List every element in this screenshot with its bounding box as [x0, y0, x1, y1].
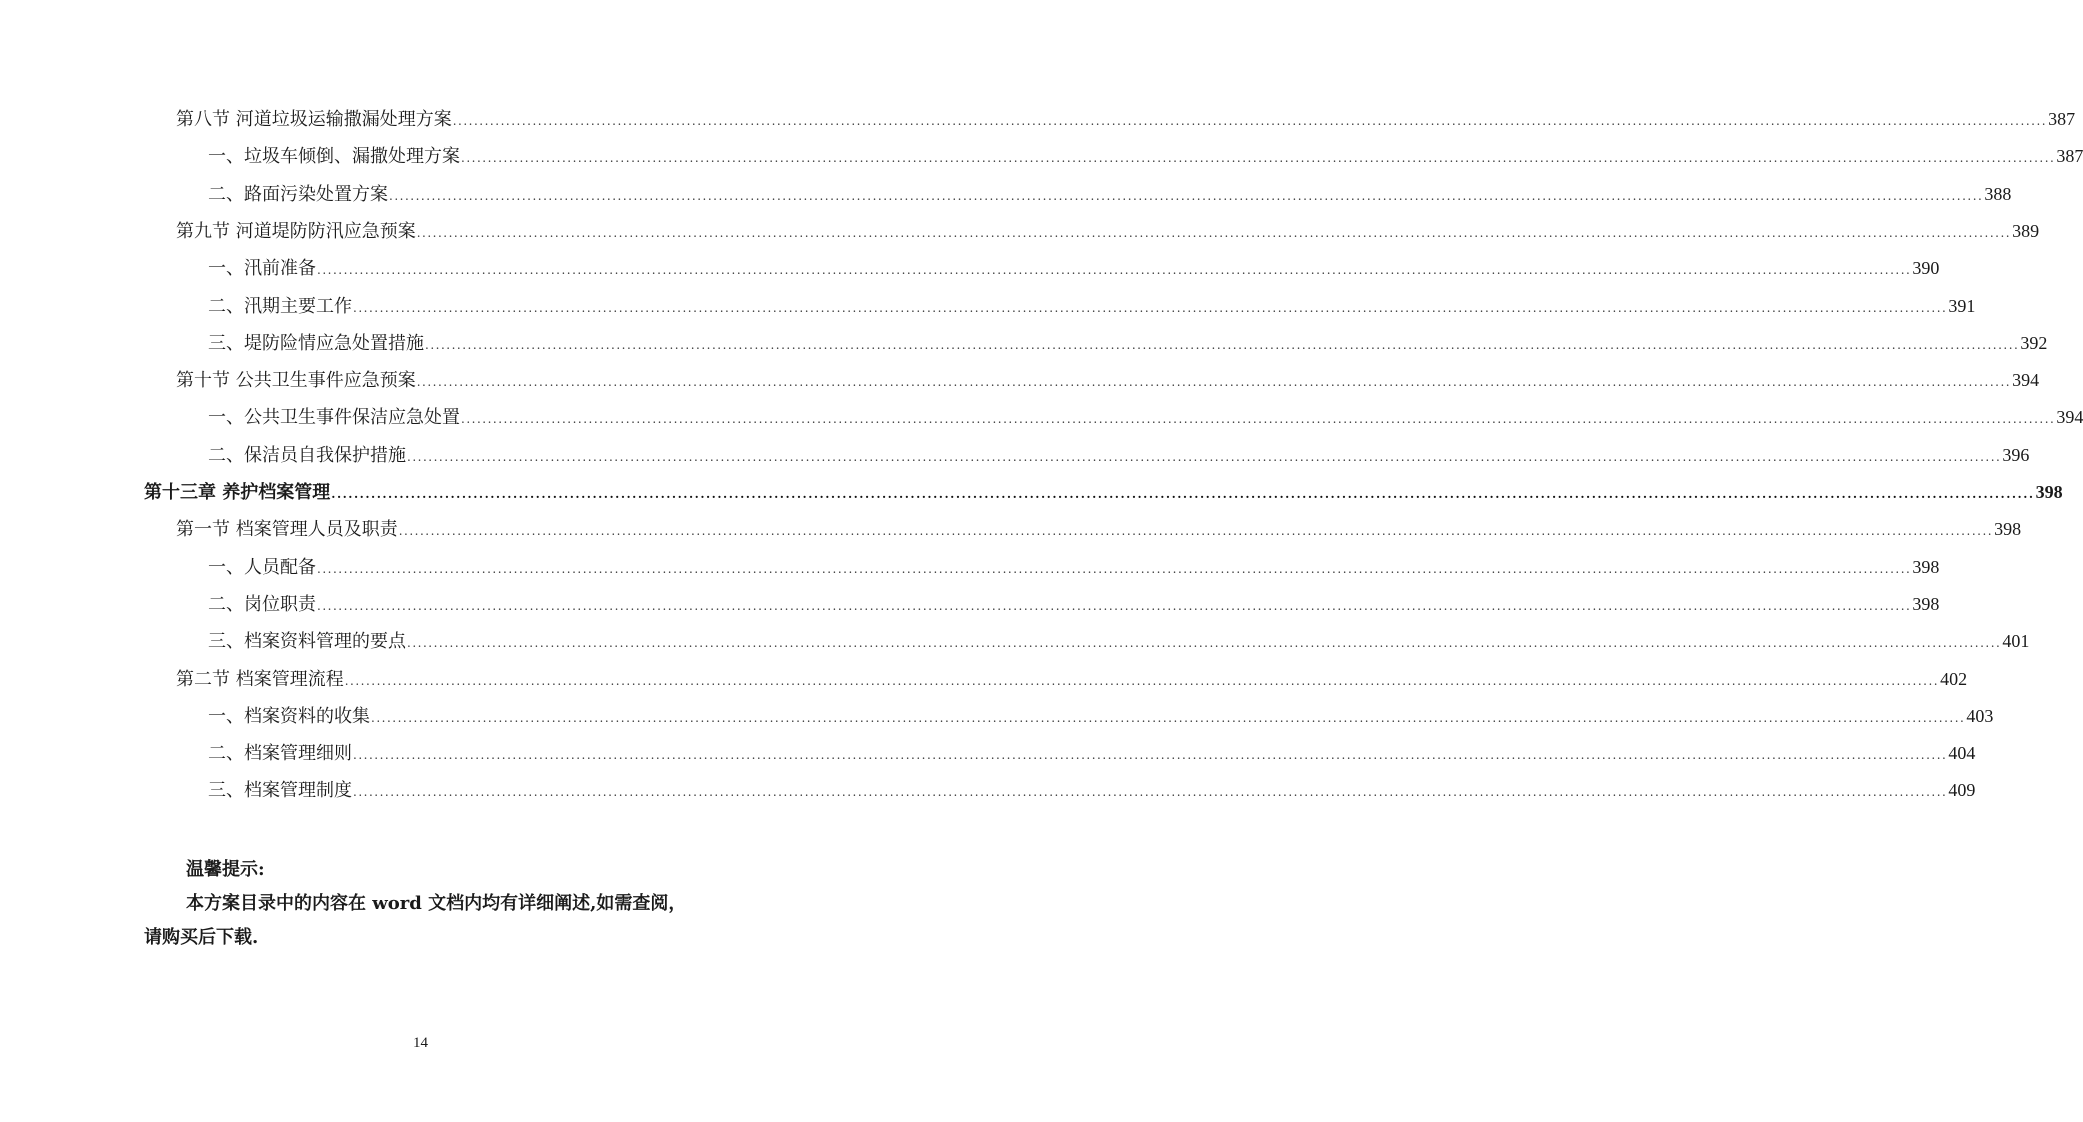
toc-page-number: 396 — [2002, 445, 2030, 465]
toc-label: 二、档案管理细则 — [208, 743, 352, 764]
toc-item — [208, 295, 1976, 317]
toc-label: 第一节 档案管理人员及职责 — [176, 519, 398, 540]
toc-leader-dots: ............................................................................................................................................................................................................................................................................................................ — [461, 412, 2056, 426]
toc-page-number: 387 — [2056, 146, 2083, 166]
toc-leader-dots: ............................................................................................................................................................................................................................................................................................................ — [398, 524, 1994, 538]
page-number: 14 — [413, 1035, 428, 1051]
toc-leader-dots: ............................................................................................................................................................................................................................................................................................................ — [407, 636, 2002, 650]
toc-item — [208, 406, 2083, 428]
toc-item — [208, 630, 2030, 652]
toc-label: 二、路面污染处置方案 — [208, 184, 388, 205]
toc-leader-dots: ............................................................................................................................................................................................................................................................................................................ — [331, 487, 2035, 501]
toc-label: 三、档案管理制度 — [208, 780, 352, 801]
toc-leader-dots: ............................................................................................................................................................................................................................................................................................................ — [371, 711, 1966, 725]
toc-page-number: 401 — [2002, 631, 2030, 651]
toc-page-number: 398 — [1912, 594, 1940, 614]
toc-label: 第二节 档案管理流程 — [176, 669, 344, 690]
toc-page-number: 394 — [2012, 370, 2040, 390]
toc-item — [208, 145, 2083, 167]
toc-leader-dots: ............................................................................................................................................................................................................................................................................................................ — [416, 226, 2012, 240]
toc-leader-dots: ............................................................................................................................................................................................................................................................................................................ — [416, 375, 2012, 389]
toc-label: 二、保洁员自我保护措施 — [208, 445, 406, 466]
toc-leader-dots: ............................................................................................................................................................................................................................................................................................................ — [344, 674, 1940, 688]
toc-section — [176, 108, 2076, 130]
toc-label: 三、档案资料管理的要点 — [208, 631, 406, 652]
notice-title: 温馨提示: — [186, 859, 265, 880]
toc-page-number: 404 — [1948, 743, 1976, 763]
toc-page-number: 394 — [2056, 407, 2083, 427]
toc-page-number: 398 — [2035, 482, 2063, 502]
toc-label: 第九节 河道堤防防汛应急预案 — [176, 221, 416, 242]
toc-label: 三、堤防险情应急处置措施 — [208, 333, 424, 354]
toc-label: 一、垃圾车倾倒、漏撒处理方案 — [208, 146, 460, 167]
toc-page-number: 388 — [1984, 184, 2012, 204]
toc-page-number: 398 — [1912, 557, 1940, 577]
toc-leader-dots: ............................................................................................................................................................................................................................................................................................................ — [452, 114, 2048, 128]
toc-item — [208, 779, 1976, 801]
toc-label: 第十节 公共卫生事件应急预案 — [176, 370, 416, 391]
toc-page-number: 409 — [1948, 780, 1976, 800]
toc-leader-dots: ............................................................................................................................................................................................................................................................................................................ — [353, 748, 1948, 762]
toc-page-number: 403 — [1966, 706, 1994, 726]
toc-label: 一、汛前准备 — [208, 258, 316, 279]
toc-label: 第八节 河道垃圾运输撒漏处理方案 — [176, 109, 452, 130]
toc-leader-dots: ............................................................................................................................................................................................................................................................................................................ — [425, 338, 2020, 352]
toc-leader-dots: ............................................................................................................................................................................................................................................................................................................ — [389, 189, 1984, 203]
toc-chapter — [144, 481, 2063, 503]
toc-label: 第十三章 养护档案管理 — [144, 482, 331, 503]
toc-page-number: 392 — [2020, 333, 2048, 353]
toc-leader-dots: ............................................................................................................................................................................................................................................................................................................ — [353, 301, 1948, 315]
toc-leader-dots: ............................................................................................................................................................................................................................................................................................................ — [407, 450, 2002, 464]
toc-leader-dots: ............................................................................................................................................................................................................................................................................................................ — [317, 599, 1912, 613]
toc-page-number: 402 — [1940, 669, 1968, 689]
toc-label: 一、公共卫生事件保洁应急处置 — [208, 407, 460, 428]
toc-page-number: 391 — [1948, 296, 1976, 316]
toc-leader-dots: ............................................................................................................................................................................................................................................................................................................ — [317, 263, 1912, 277]
toc-page-number: 390 — [1912, 258, 1940, 278]
toc-leader-dots: ............................................................................................................................................................................................................................................................................................................ — [353, 785, 1948, 799]
toc-section — [176, 220, 2040, 242]
toc-item — [208, 705, 1994, 727]
toc-page-number: 389 — [2012, 221, 2040, 241]
toc-label: 一、档案资料的收集 — [208, 706, 370, 727]
toc-item — [208, 332, 2048, 354]
notice-body: 本方案目录中的内容在 word 文档内均有详细阐述,如需查阅，请购买后下载. — [144, 893, 687, 948]
toc-page-number: 387 — [2048, 109, 2076, 129]
toc-section — [176, 668, 1968, 690]
toc-item — [208, 257, 1940, 279]
toc-leader-dots: ............................................................................................................................................................................................................................................................................................................ — [317, 562, 1912, 576]
toc-item — [208, 444, 2030, 466]
toc-page-number: 398 — [1994, 519, 2022, 539]
toc-label: 一、人员配备 — [208, 557, 316, 578]
toc-item — [208, 556, 1940, 578]
toc-section — [176, 369, 2040, 391]
toc-label: 二、岗位职责 — [208, 594, 316, 615]
toc-item — [208, 593, 1940, 615]
toc-section — [176, 518, 2022, 540]
toc-item — [208, 742, 1976, 764]
toc-label: 二、汛期主要工作 — [208, 296, 352, 317]
toc-leader-dots: ............................................................................................................................................................................................................................................................................................................ — [461, 151, 2056, 165]
toc-item — [208, 183, 2012, 205]
